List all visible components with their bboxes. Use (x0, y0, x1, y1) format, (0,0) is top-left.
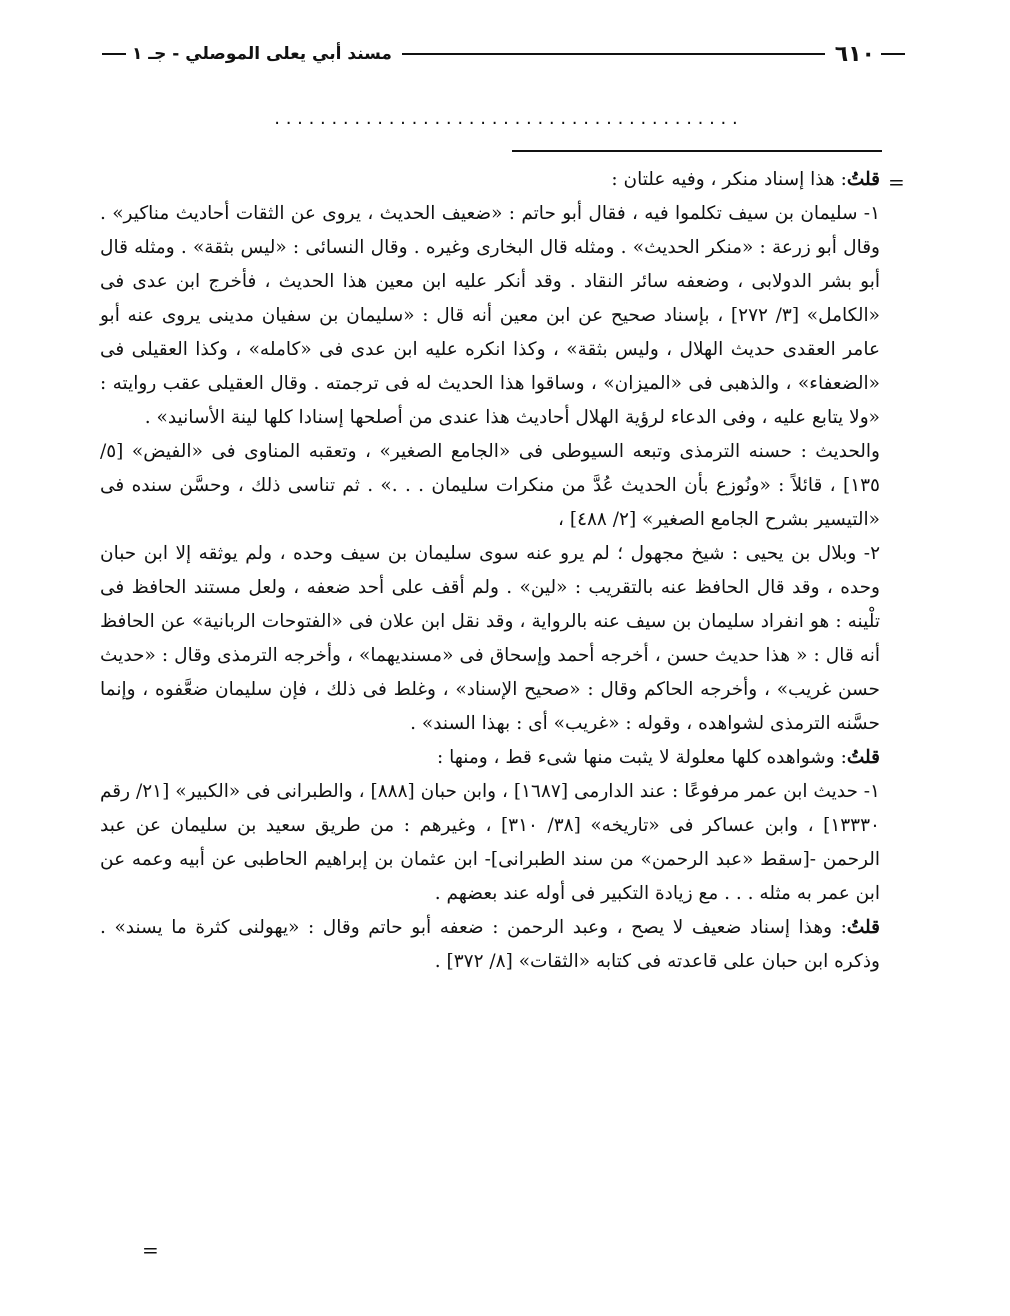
paragraph (100, 163, 880, 197)
footnote-rule (512, 150, 882, 152)
header-dash-right (881, 53, 905, 55)
paragraph (100, 435, 880, 537)
continuation-mark-end: = (142, 1238, 159, 1262)
paragraph-text: ١- سليمان بن سيف تكلموا فيه ، فقال أبو حاتم : «ضعيف الحديث ، يروى عن الثقات أحاديث مناكير» . وقال أبو زرعة : «منكر الحديث» . ومثله قال البخارى وغيره . وقال النسائى : «ليس بثقة» . ومثله قال أبو بشر الدولابى ، وضعفه سائر النقاد . وقد أنكر عليه ابن معين هذا الحديث ، فأخرج ابن عدى فى «الكامل» [٣/ ٢٧٢] ، بإسناد صحيح عن ابن معين أنه قال : «سليمان بن سفيان مدينى يروى عنه أبو عامر العقدى حديث الهلال ، وليس بثقة» ، وكذا انكره عليه ابن عدى فى «كامله» ، وكذا العقيلى فى «الضعفاء» ، والذهبى فى «الميزان» ، وساقوا هذا الحديث له فى ترجمته . وقال العقيلى عقب روايته : «ولا يتابع عليه ، وفى الدعاء لرؤية الهلال أحاديث هذا عندى من أصلحها إسنادا كلها لينة الأسانيد» . (100, 203, 880, 428)
page-header (96, 34, 911, 74)
paragraph (100, 197, 880, 435)
paragraph-text: ١- حديث ابن عمر مرفوعًا : عند الدارمى [١٦٨٧] ، وابن حبان [٨٨٨] ، والطبرانى فى «الكبير» [٢١/ رقم ١٣٣٣٠] ، وابن عساكر فى «تاريخه» [٣٨/ ٣١٠] ، وغيرهم : من طريق سعيد بن سليمان عن عبد الرحمن -[سقط «عبد الرحمن» من سند الطبرانى]- ابن عثمان بن إبراهيم الحاطبى عن أبيه وعمه عن ابن عمر به مثله . . . مع زيادة التكبير فى أوله عند بعضهم . (100, 781, 880, 904)
paragraph-text: : وشواهده كلها معلولة لا يثبت منها شىء قط ، ومنها : (436, 747, 847, 768)
paragraph-text: : هذا إسناد منكر ، وفيه علتان : (611, 169, 847, 190)
qultu-label: قلتُ (846, 917, 880, 938)
section-dots-separator: . . . . . . . . . . . . . . . . . . . . . . . . . . . . . . . . . . . . . . . . . (274, 108, 738, 129)
paragraph (100, 775, 880, 911)
footnote-body (100, 163, 880, 979)
qultu-label: قلتُ (846, 747, 880, 768)
paragraph-text: والحديث : حسنه الترمذى وتبعه السيوطى فى «الجامع الصغير» ، وتعقبه المناوى فى «الفيض» [٥/ ١٣٥] ، قائلاً : «ونُوزع بأن الحديث عُدَّ من منكرات سليمان . . .» . ثم تناسى ذلك ، وحسَّن سنده فى «التيسير بشرح الجامع الصغير» [٢/ ٤٨٨] ، (100, 441, 880, 530)
paragraph (100, 537, 880, 741)
continuation-mark-start: = (888, 170, 905, 194)
paragraph (100, 741, 880, 775)
paragraph-text: ٢- وبلال بن يحيى : شيخ مجهول ؛ لم يرو عنه سوى سليمان بن سيف وحده ، ولم يوثقه إلا ابن حبان وحده ، وقد قال الحافظ عنه بالتقريب : «لين» . ولم أقف على أحد ضعفه ، ولعل مستند الحافظ فى تلْينه : هو انفراد سليمان بن سيف عنه بالرواية ، وقد نقل ابن علان فى «الفتوحات الربانية» عن الحافظ أنه قال : « هذا حديث حسن ، أخرجه أحمد وإسحاق فى «مسنديهما» ، وأخرجه الترمذى وقال : «حديث حسن غريب» ، وأخرجه الحاكم وقال : «صحيح الإسناد» ، وغلط فى ذلك ، فإن سليمان ضعَّفوه ، وإنما حسَّنه الترمذى لشواهده ، وقوله : «غريب» أى : بهذا السند» . (100, 543, 880, 734)
header-rule (402, 53, 825, 55)
header-dash-left (102, 53, 126, 55)
paragraph-text: : وهذا إسناد ضعيف لا يصح ، وعبد الرحمن : ضعفه أبو حاتم وقال : «يهولنى كثرة ما يسند» . وذكره ابن حبان على قاعدته فى كتابه «الثقات» [٨/ ٣٧٢] . (100, 917, 880, 972)
qultu-label: قلتُ (846, 169, 880, 190)
paragraph (100, 911, 880, 979)
running-title: مسند أبي يعلى الموصلي - جـ ١ (132, 44, 392, 64)
page-number: ٦١٠ (834, 41, 875, 67)
